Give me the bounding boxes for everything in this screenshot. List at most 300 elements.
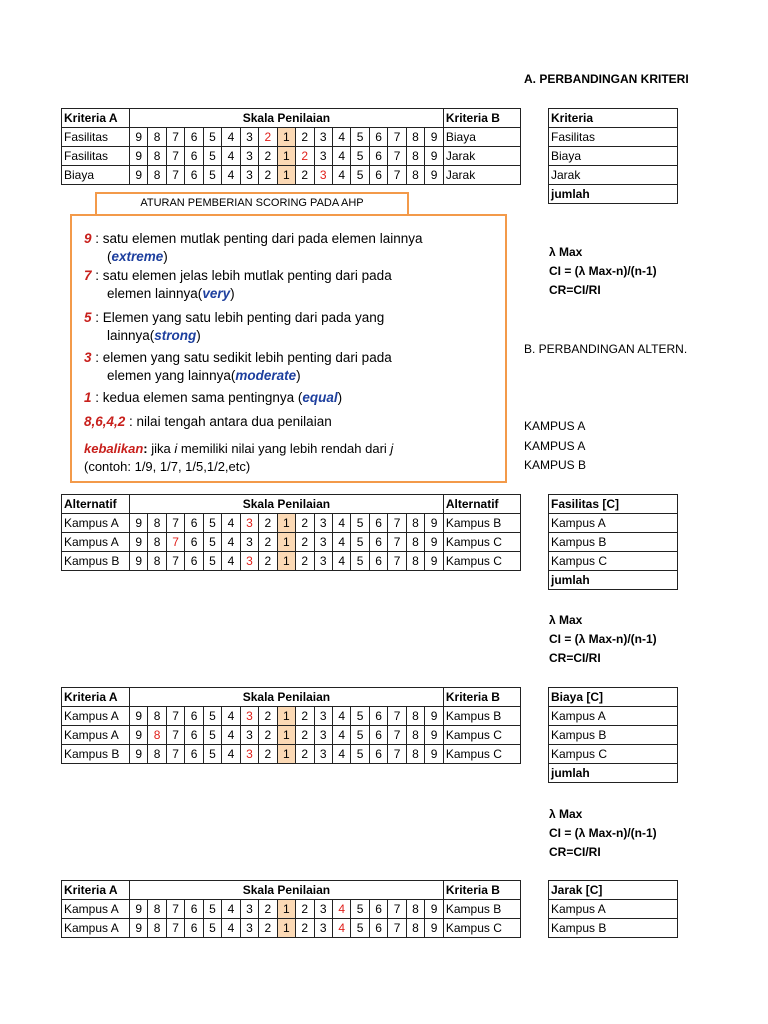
- scale-cell[interactable]: 4: [332, 919, 350, 938]
- scale-cell[interactable]: 7: [166, 147, 184, 166]
- scale-cell[interactable]: 8: [148, 745, 166, 764]
- scale-cell[interactable]: 9: [129, 707, 147, 726]
- scale-cell[interactable]: 2: [259, 726, 277, 745]
- scale-cell[interactable]: 7: [388, 900, 406, 919]
- scale-cell[interactable]: 6: [185, 514, 203, 533]
- formula-block-b1: [549, 611, 657, 668]
- row-left-label: Kampus A: [62, 533, 130, 552]
- header-skala-penilaian: Skala Penilaian: [129, 688, 443, 707]
- list-item: KAMPUS A: [524, 438, 586, 453]
- alternative-comparison-table-fasilitas: [61, 494, 521, 571]
- scale-cell[interactable]: 9: [425, 514, 444, 533]
- scale-cell[interactable]: 3: [314, 128, 332, 147]
- scale-cell[interactable]: 8: [148, 147, 166, 166]
- row-left-label: Kampus B: [62, 745, 130, 764]
- table-row[interactable]: [62, 726, 521, 745]
- scale-cell[interactable]: 3: [314, 726, 332, 745]
- scale-cell[interactable]: 7: [166, 900, 184, 919]
- header-skala-penilaian: Skala Penilaian: [129, 109, 443, 128]
- header-skala-penilaian: Skala Penilaian: [129, 495, 443, 514]
- rule-keyword: equal: [302, 390, 338, 405]
- scale-cell[interactable]: 2: [296, 919, 314, 938]
- scale-cell[interactable]: 7: [166, 919, 184, 938]
- rule-var-i: i: [174, 441, 178, 456]
- scale-cell[interactable]: 2: [296, 128, 314, 147]
- scale-cell[interactable]: 4: [332, 166, 350, 185]
- scale-cell[interactable]: 3: [314, 514, 332, 533]
- jumlah-row: jumlah: [549, 571, 678, 590]
- scale-cell[interactable]: 9: [425, 707, 444, 726]
- row-left-label: Kampus A: [62, 726, 130, 745]
- ahp-rules-box: [70, 214, 507, 483]
- scale-cell[interactable]: 7: [388, 707, 406, 726]
- row-right-label: Kampus C: [443, 919, 520, 938]
- scale-cell[interactable]: 6: [369, 726, 387, 745]
- scale-cell[interactable]: 1: [277, 147, 295, 166]
- scale-cell[interactable]: 8: [148, 919, 166, 938]
- scale-cell[interactable]: 6: [185, 919, 203, 938]
- scale-cell[interactable]: 7: [388, 726, 406, 745]
- scale-cell[interactable]: 4: [332, 726, 350, 745]
- scale-cell[interactable]: 7: [166, 514, 184, 533]
- rule-number: 1: [84, 390, 92, 405]
- scale-cell[interactable]: 6: [185, 552, 203, 571]
- scale-cell[interactable]: 6: [185, 147, 203, 166]
- scale-cell[interactable]: 4: [332, 707, 350, 726]
- scale-cell[interactable]: 1: [277, 514, 295, 533]
- scale-cell[interactable]: 5: [203, 166, 221, 185]
- scale-cell[interactable]: 5: [203, 552, 221, 571]
- rule-keyword: extreme: [111, 249, 164, 264]
- rule-number: 9: [84, 231, 92, 246]
- scale-cell[interactable]: 8: [148, 128, 166, 147]
- table-row[interactable]: [62, 533, 521, 552]
- scale-cell[interactable]: 8: [406, 919, 424, 938]
- scale-cell[interactable]: 9: [425, 166, 444, 185]
- scale-cell[interactable]: 4: [332, 552, 350, 571]
- list-item: Biaya: [549, 147, 678, 166]
- scale-cell[interactable]: 6: [185, 166, 203, 185]
- list-item: Kampus A: [549, 514, 678, 533]
- scale-cell[interactable]: 7: [166, 552, 184, 571]
- rule-colon: :: [143, 441, 148, 456]
- scale-cell[interactable]: 9: [129, 147, 147, 166]
- rule-9: [84, 230, 422, 266]
- scale-cell[interactable]: 4: [222, 147, 240, 166]
- scale-cell[interactable]: 7: [166, 707, 184, 726]
- rule-number: 8,6,4,2: [84, 414, 126, 429]
- scale-cell[interactable]: 3: [240, 707, 258, 726]
- scale-cell[interactable]: 5: [351, 919, 369, 938]
- scale-cell[interactable]: 5: [351, 745, 369, 764]
- scale-cell[interactable]: 2: [296, 533, 314, 552]
- section-a-title: A. PERBANDINGAN KRITERI: [524, 72, 689, 86]
- scale-cell[interactable]: 1: [277, 900, 295, 919]
- list-item: Kampus A: [549, 707, 678, 726]
- scale-cell[interactable]: 8: [148, 514, 166, 533]
- scale-cell[interactable]: 6: [369, 919, 387, 938]
- scale-cell[interactable]: 4: [332, 128, 350, 147]
- rule-keyword: very: [202, 286, 231, 301]
- scale-cell[interactable]: 6: [369, 745, 387, 764]
- scale-cell[interactable]: 3: [240, 552, 258, 571]
- scale-cell[interactable]: 5: [351, 514, 369, 533]
- scale-cell[interactable]: 5: [351, 166, 369, 185]
- rule-5: [84, 309, 384, 345]
- list-item: Kampus C: [549, 745, 678, 764]
- scale-cell[interactable]: 8: [406, 745, 424, 764]
- scale-cell[interactable]: 3: [314, 707, 332, 726]
- scale-cell[interactable]: 5: [351, 128, 369, 147]
- formula-block-a: [549, 243, 657, 300]
- scale-cell[interactable]: 8: [406, 900, 424, 919]
- scale-cell[interactable]: 5: [351, 900, 369, 919]
- scale-cell[interactable]: 4: [222, 514, 240, 533]
- scale-cell[interactable]: 7: [166, 533, 184, 552]
- criteria-list-table: [548, 108, 678, 204]
- scale-cell[interactable]: 9: [425, 533, 444, 552]
- row-left-label: Kampus A: [62, 707, 130, 726]
- row-right-label: Kampus B: [443, 900, 520, 919]
- biaya-list-table: [548, 687, 678, 783]
- scale-cell[interactable]: 8: [148, 900, 166, 919]
- rule-example: (contoh: 1/9, 1/7, 1/5,1/2,etc): [84, 459, 251, 474]
- scale-cell[interactable]: 9: [129, 919, 147, 938]
- scale-cell[interactable]: 2: [259, 552, 277, 571]
- list-item: Kampus C: [549, 552, 678, 571]
- jumlah-row: jumlah: [549, 185, 678, 204]
- table-row[interactable]: [62, 900, 521, 919]
- scale-cell[interactable]: 1: [277, 745, 295, 764]
- scale-cell[interactable]: 8: [406, 726, 424, 745]
- scale-cell[interactable]: 3: [314, 919, 332, 938]
- list-item: Kampus A: [549, 900, 678, 919]
- row-right-label: Kampus B: [443, 514, 520, 533]
- scale-cell[interactable]: 2: [296, 166, 314, 185]
- scale-cell[interactable]: 4: [332, 900, 350, 919]
- alternative-comparison-table-biaya: [61, 687, 521, 764]
- scale-cell[interactable]: 9: [425, 900, 444, 919]
- scale-cell[interactable]: 9: [425, 745, 444, 764]
- scale-cell[interactable]: 3: [314, 166, 332, 185]
- scale-cell[interactable]: 6: [369, 707, 387, 726]
- scale-cell[interactable]: 7: [388, 147, 406, 166]
- jumlah-row: jumlah: [549, 764, 678, 783]
- scale-cell[interactable]: 6: [185, 707, 203, 726]
- table-row[interactable]: [62, 552, 521, 571]
- header-kriteria-a: Kriteria A: [62, 688, 130, 707]
- scale-cell[interactable]: 2: [259, 166, 277, 185]
- scale-cell[interactable]: 7: [388, 552, 406, 571]
- scale-cell[interactable]: 8: [406, 166, 424, 185]
- scale-cell[interactable]: 2: [296, 514, 314, 533]
- scale-cell[interactable]: 6: [369, 128, 387, 147]
- scale-cell[interactable]: 3: [240, 128, 258, 147]
- scale-cell[interactable]: 9: [425, 919, 444, 938]
- scale-cell[interactable]: 4: [222, 552, 240, 571]
- scale-cell[interactable]: 8: [148, 533, 166, 552]
- row-right-label: Kampus C: [443, 533, 520, 552]
- section-b-title: B. PERBANDINGAN ALTERN.: [524, 342, 688, 356]
- row-right-label: Kampus C: [443, 745, 520, 764]
- lambda-max-label: λ Max: [549, 613, 583, 627]
- row-left-label: Kampus A: [62, 919, 130, 938]
- scale-cell[interactable]: 7: [388, 514, 406, 533]
- scale-cell[interactable]: 7: [388, 533, 406, 552]
- scale-cell[interactable]: 6: [369, 533, 387, 552]
- scale-cell[interactable]: 2: [259, 707, 277, 726]
- row-left-label: Fasilitas: [62, 128, 130, 147]
- rule-text: jika: [147, 441, 175, 456]
- scale-cell[interactable]: 8: [148, 552, 166, 571]
- fasilitas-list-table: [548, 494, 678, 590]
- scale-cell[interactable]: 7: [388, 128, 406, 147]
- scale-cell[interactable]: 2: [259, 919, 277, 938]
- scale-cell[interactable]: 9: [425, 552, 444, 571]
- scale-cell[interactable]: 2: [296, 900, 314, 919]
- rule-text: memiliki nilai yang lebih rendah dari: [177, 441, 391, 456]
- scale-cell[interactable]: 4: [222, 726, 240, 745]
- table-row[interactable]: [62, 128, 521, 147]
- scale-cell[interactable]: 3: [240, 166, 258, 185]
- scale-cell[interactable]: 3: [240, 726, 258, 745]
- rule-number: kebalikan: [84, 441, 144, 456]
- kampus-list: [524, 417, 586, 476]
- header-kriteria-a: Kriteria A: [62, 881, 130, 900]
- scale-cell[interactable]: 2: [296, 707, 314, 726]
- row-right-label: Jarak: [443, 166, 520, 185]
- rule-number: 7: [84, 268, 92, 283]
- scale-cell[interactable]: 6: [369, 147, 387, 166]
- criteria-comparison-table: [61, 108, 521, 185]
- scale-cell[interactable]: 4: [332, 745, 350, 764]
- scale-cell[interactable]: 6: [185, 726, 203, 745]
- scale-cell[interactable]: 6: [369, 552, 387, 571]
- row-right-label: Jarak: [443, 147, 520, 166]
- list-item: Kampus B: [549, 919, 678, 938]
- scale-cell[interactable]: 8: [406, 514, 424, 533]
- scale-cell[interactable]: 2: [296, 552, 314, 571]
- table-row[interactable]: [62, 919, 521, 938]
- scale-cell[interactable]: 6: [185, 128, 203, 147]
- scale-cell[interactable]: 9: [129, 128, 147, 147]
- scale-cell[interactable]: 4: [222, 707, 240, 726]
- list-item: KAMPUS A: [524, 419, 586, 433]
- scale-cell[interactable]: 5: [351, 533, 369, 552]
- jarak-list-table: [548, 880, 678, 938]
- scale-cell[interactable]: 3: [314, 745, 332, 764]
- table-row[interactable]: [62, 147, 521, 166]
- header-alternatif-left: Alternatif: [62, 495, 130, 514]
- scale-cell[interactable]: 2: [296, 726, 314, 745]
- list-item: Kampus B: [549, 726, 678, 745]
- scale-cell[interactable]: 8: [406, 147, 424, 166]
- alternative-comparison-table-jarak: [61, 880, 521, 938]
- scale-cell[interactable]: 1: [277, 707, 295, 726]
- scale-cell[interactable]: 2: [259, 147, 277, 166]
- scale-cell[interactable]: 8: [148, 166, 166, 185]
- ci-formula: CI = (λ Max-n)/(n-1): [549, 264, 657, 278]
- scale-cell[interactable]: 5: [203, 919, 221, 938]
- scale-cell[interactable]: 9: [425, 128, 444, 147]
- row-left-label: Biaya: [62, 166, 130, 185]
- scale-cell[interactable]: 3: [314, 552, 332, 571]
- scale-cell[interactable]: 3: [240, 900, 258, 919]
- scale-cell[interactable]: 9: [425, 726, 444, 745]
- header-skala-penilaian: Skala Penilaian: [129, 881, 443, 900]
- table-row[interactable]: [62, 745, 521, 764]
- rules-title: ATURAN PEMBERIAN SCORING PADA AHP: [140, 197, 364, 209]
- rule-paren: ): [196, 328, 201, 343]
- scale-cell[interactable]: 9: [129, 533, 147, 552]
- scale-cell[interactable]: 3: [240, 745, 258, 764]
- scale-cell[interactable]: 1: [277, 726, 295, 745]
- scale-cell[interactable]: 4: [222, 166, 240, 185]
- rules-title-bar: [95, 192, 409, 214]
- rule-text: : elemen yang satu sedikit lebih penting dari pada: [91, 350, 392, 365]
- rule-kebalikan: [84, 440, 393, 476]
- table-row[interactable]: [62, 514, 521, 533]
- scale-cell[interactable]: 9: [129, 552, 147, 571]
- scale-cell[interactable]: 7: [166, 166, 184, 185]
- rule-text: : nilai tengah antara dua penilaian: [125, 414, 332, 429]
- scale-cell[interactable]: 6: [185, 533, 203, 552]
- scale-cell[interactable]: 9: [129, 514, 147, 533]
- scale-cell[interactable]: 3: [314, 900, 332, 919]
- scale-cell[interactable]: 4: [222, 128, 240, 147]
- scale-cell[interactable]: 2: [259, 900, 277, 919]
- scale-cell[interactable]: 4: [222, 900, 240, 919]
- ci-formula: CI = (λ Max-n)/(n-1): [549, 632, 657, 646]
- scale-cell[interactable]: 4: [222, 745, 240, 764]
- rule-paren: ): [337, 390, 343, 405]
- scale-cell[interactable]: 8: [406, 128, 424, 147]
- scale-cell[interactable]: 4: [222, 919, 240, 938]
- scale-cell[interactable]: 7: [388, 919, 406, 938]
- scale-cell[interactable]: 6: [369, 900, 387, 919]
- table-row[interactable]: [62, 707, 521, 726]
- header-kriteria-a: Kriteria A: [62, 109, 130, 128]
- scale-cell[interactable]: 9: [129, 726, 147, 745]
- cr-formula: CR=CI/RI: [549, 651, 601, 665]
- scale-cell[interactable]: 5: [203, 726, 221, 745]
- row-right-label: Kampus C: [443, 726, 520, 745]
- scale-cell[interactable]: 8: [148, 726, 166, 745]
- list-header: Fasilitas [C]: [549, 495, 678, 514]
- scale-cell[interactable]: 2: [259, 745, 277, 764]
- scale-cell[interactable]: 5: [203, 128, 221, 147]
- scale-cell[interactable]: 1: [277, 128, 295, 147]
- scale-cell[interactable]: 3: [314, 147, 332, 166]
- scale-cell[interactable]: 3: [240, 919, 258, 938]
- scale-cell[interactable]: 5: [351, 147, 369, 166]
- scale-cell[interactable]: 7: [166, 745, 184, 764]
- scale-cell[interactable]: 9: [425, 147, 444, 166]
- scale-cell[interactable]: 7: [388, 745, 406, 764]
- rule-keyword: moderate: [235, 368, 297, 383]
- header-kriteria-b: Kriteria B: [443, 688, 520, 707]
- scale-cell[interactable]: 2: [259, 533, 277, 552]
- rule-text: : satu elemen mutlak penting dari pada elemen lainnya: [91, 231, 423, 246]
- scale-cell[interactable]: 7: [388, 166, 406, 185]
- scale-cell[interactable]: 8: [148, 707, 166, 726]
- scale-cell[interactable]: 9: [129, 745, 147, 764]
- scale-cell[interactable]: 5: [351, 726, 369, 745]
- scale-cell[interactable]: 2: [259, 128, 277, 147]
- list-item: KAMPUS B: [524, 458, 587, 472]
- scale-cell[interactable]: 6: [369, 166, 387, 185]
- scale-cell[interactable]: 1: [277, 533, 295, 552]
- rule-paren: (: [107, 249, 112, 264]
- scale-cell[interactable]: 5: [351, 707, 369, 726]
- rule-var-j: j: [390, 441, 394, 456]
- scale-cell[interactable]: 6: [369, 514, 387, 533]
- scale-cell[interactable]: 7: [166, 128, 184, 147]
- scale-cell[interactable]: 1: [277, 919, 295, 938]
- scale-cell[interactable]: 3: [240, 147, 258, 166]
- row-right-label: Kampus C: [443, 552, 520, 571]
- list-item: Kampus B: [549, 533, 678, 552]
- scale-cell[interactable]: 5: [351, 552, 369, 571]
- scale-cell[interactable]: 1: [277, 552, 295, 571]
- cr-formula: CR=CI/RI: [549, 283, 601, 297]
- scale-cell[interactable]: 2: [296, 745, 314, 764]
- scale-cell[interactable]: 4: [332, 514, 350, 533]
- scale-cell[interactable]: 5: [203, 745, 221, 764]
- cr-formula: CR=CI/RI: [549, 845, 601, 859]
- list-header: Jarak [C]: [549, 881, 678, 900]
- table-row[interactable]: [62, 166, 521, 185]
- scale-cell[interactable]: 5: [203, 514, 221, 533]
- rule-3: [84, 349, 392, 385]
- scale-cell[interactable]: 4: [222, 533, 240, 552]
- rule-paren: ): [230, 286, 235, 301]
- scale-cell[interactable]: 2: [296, 147, 314, 166]
- scale-cell[interactable]: 8: [406, 707, 424, 726]
- scale-cell[interactable]: 5: [203, 533, 221, 552]
- scale-cell[interactable]: 3: [240, 514, 258, 533]
- row-right-label: Kampus B: [443, 707, 520, 726]
- scale-cell[interactable]: 3: [314, 533, 332, 552]
- header-kriteria-b: Kriteria B: [443, 881, 520, 900]
- scale-cell[interactable]: 4: [332, 533, 350, 552]
- scale-cell[interactable]: 9: [129, 900, 147, 919]
- scale-cell[interactable]: 5: [203, 147, 221, 166]
- rule-text: : satu elemen jelas lebih mutlak penting dari pada: [91, 268, 392, 283]
- scale-cell[interactable]: 6: [185, 745, 203, 764]
- criteria-list-header: Kriteria: [549, 109, 678, 128]
- scale-cell[interactable]: 3: [240, 533, 258, 552]
- row-left-label: Kampus A: [62, 900, 130, 919]
- scale-cell[interactable]: 9: [129, 166, 147, 185]
- formula-block-b2: [549, 805, 657, 862]
- rule-paren: ): [163, 249, 168, 264]
- scale-cell[interactable]: 8: [406, 552, 424, 571]
- scale-cell[interactable]: 6: [185, 900, 203, 919]
- row-left-label: Fasilitas: [62, 147, 130, 166]
- scale-cell[interactable]: 7: [166, 726, 184, 745]
- scale-cell[interactable]: 4: [332, 147, 350, 166]
- scale-cell[interactable]: 1: [277, 166, 295, 185]
- rule-text: : kedua elemen sama pentingnya (: [91, 390, 303, 405]
- lambda-max-label: λ Max: [549, 245, 583, 259]
- scale-cell[interactable]: 5: [203, 707, 221, 726]
- scale-cell[interactable]: 5: [203, 900, 221, 919]
- scale-cell[interactable]: 8: [406, 533, 424, 552]
- lambda-max-label: λ Max: [549, 807, 583, 821]
- scale-cell[interactable]: 2: [259, 514, 277, 533]
- ci-formula: CI = (λ Max-n)/(n-1): [549, 826, 657, 840]
